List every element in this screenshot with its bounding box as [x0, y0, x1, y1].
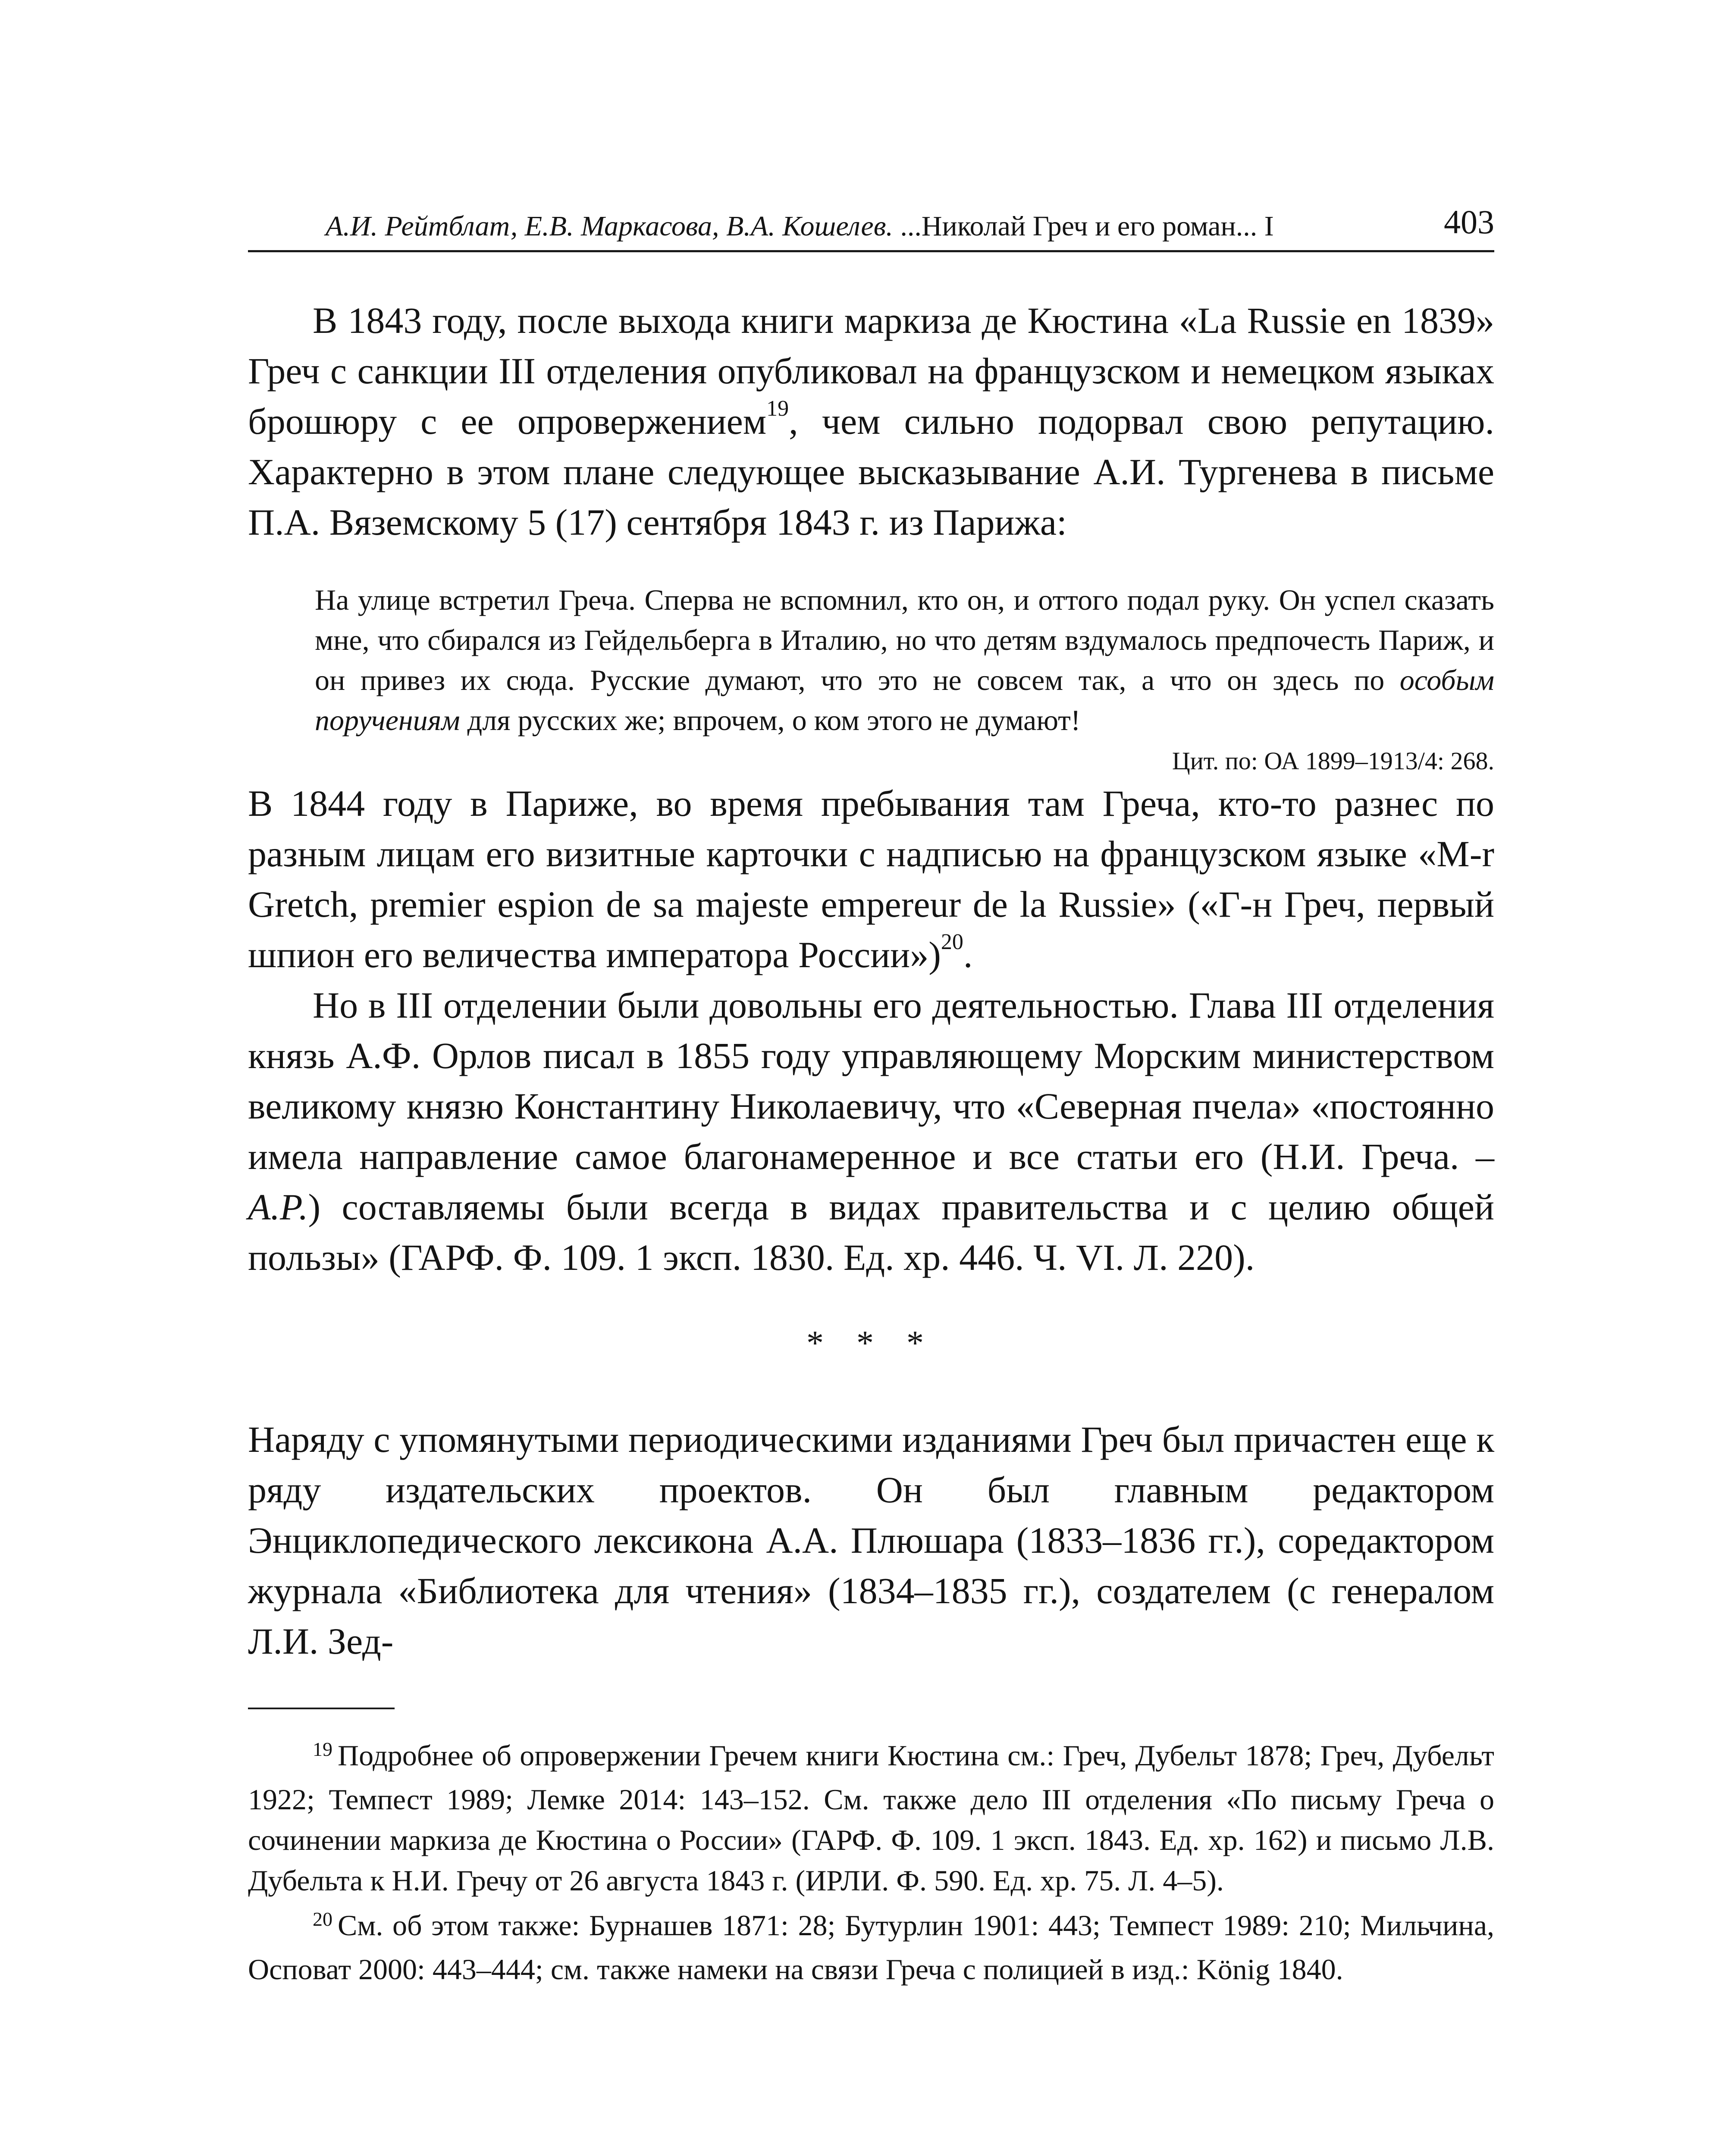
footnote-text: См. об этом также: Бурнашев 1871: 28; Бутурлин 1901: 443; Темпест 1989: 210; Мильчина, Осповат 2000: 443–444; см. также намеки на связи Греча с полицией в изд.: König 1840.: [248, 1909, 1494, 1986]
running-head: [248, 203, 1494, 252]
book-page: [248, 203, 1494, 1994]
paragraph-3-part-2: ) составляемы были всегда в видах правительства и с целию общей пользы» (ГАРФ. Ф. 109. 1 эксп. 1830. Ед. хр. 446. Ч. VI. Л. 220).: [248, 1186, 1494, 1278]
footnote-19: [248, 1735, 1494, 1901]
footnote-number: 20: [313, 1908, 332, 1930]
paragraph-1-part-1: В 1843 году, после выхода книги маркиза де Кюстина «La Russie en 1839» Греч с санкции III отделения опубликовал на французском и немецком языках брошюру с ее опровержением: [248, 300, 1494, 442]
footnote-ref-20: 20: [941, 930, 963, 955]
main-text: [248, 295, 1494, 1667]
paragraph-1-part-2: , чем сильно подорвал свою репутацию. Характерно в этом плане следующее высказывание А.И. Тургенева в письме П.А. Вяземскому 5 (17) сентября 1843 г. из Парижа:: [248, 401, 1495, 543]
quote-citation: Цит. по: ОА 1899–1913/4: 268.: [1172, 747, 1494, 775]
block-quote: [315, 580, 1494, 778]
footnote-ref-19: 19: [766, 396, 789, 421]
footnote-20: [248, 1905, 1494, 1990]
quote-text: [315, 580, 1494, 740]
paragraph-2: [248, 778, 1494, 980]
running-head-text: [326, 207, 1274, 246]
footnote-number: 19: [313, 1738, 332, 1760]
paragraph-3-emphasis: А.Р.: [248, 1186, 308, 1228]
footnotes: [248, 1735, 1494, 1990]
quote-emphasis: особым поручениям: [315, 664, 1494, 736]
paragraph-2-part-2: .: [963, 934, 973, 975]
running-head-title: ...Николай Греч и его роман... I: [900, 210, 1274, 242]
paragraph-3-part-1: Но в III отделении были довольны его деятельностью. Глава III отделения князь А.Ф. Орлов писал в 1855 году управляющему Морским министерством великому князю Константину Николаевичу, что «Северная пчела» «постоянно имела направление самое благонамеренное и все статьи его (Н.И. Греча. –: [248, 984, 1494, 1177]
paragraph-1: [248, 295, 1494, 548]
section-separator: * * *: [806, 1324, 936, 1362]
paragraph-3: [248, 980, 1494, 1283]
footnote-text: Подробнее об опровержении Гречем книги Кюстина см.: Греч, Дубельт 1878; Греч, Дубельт 1922; Темпест 1989; Лемке 2014: 143–152. См. также дело III отделения «По письму Греча о сочинении маркиза де Кюстина о России» (ГАРФ. Ф. 109. 1 эксп. 1843. Ед. хр. 162) и письмо Л.В. Дубельта к Н.И. Гречу от 26 августа 1843 г. (ИРЛИ. Ф. 590. Ед. хр. 75. Л. 4–5).: [248, 1739, 1494, 1897]
footnote-divider: [248, 1708, 395, 1709]
paragraph-4: Наряду с упомянутыми периодическими изданиями Греч был причастен еще к ряду издательских проектов. Он был главным редактором Энциклопедического лексикона А.А. Плюшара (1833–1836 гг.), соредактором журнала «Библиотека для чтения» (1834–1835 гг.), создателем (с генералом Л.И. Зед-: [248, 1419, 1494, 1662]
quote-part-1: На улице встретил Греча. Сперва не вспомнил, кто он, и оттого подал руку. Он успел сказать мне, что сбирался из Гейдельберга в Италию, но что детям вздумалось предпочесть Париж, и он привез их сюда. Русские думают, что это не совсем так, а что он здесь по: [315, 583, 1494, 696]
paragraph-2-part-1: В 1844 году в Париже, во время пребывания там Греча, кто-то разнес по разным лицам его визитные карточки с надписью на французском языке «M-r Gretch, premier espion de sa majeste empereur de la Russie» («Г-н Греч, первый шпион его величества императора России»): [248, 783, 1494, 975]
page-number: 403: [1444, 203, 1494, 241]
running-head-authors: А.И. Рейтблат, Е.В. Маркасова, В.А. Кошелев.: [326, 210, 893, 242]
quote-part-2: для русских же; впрочем, о ком этого не думают!: [460, 704, 1081, 736]
